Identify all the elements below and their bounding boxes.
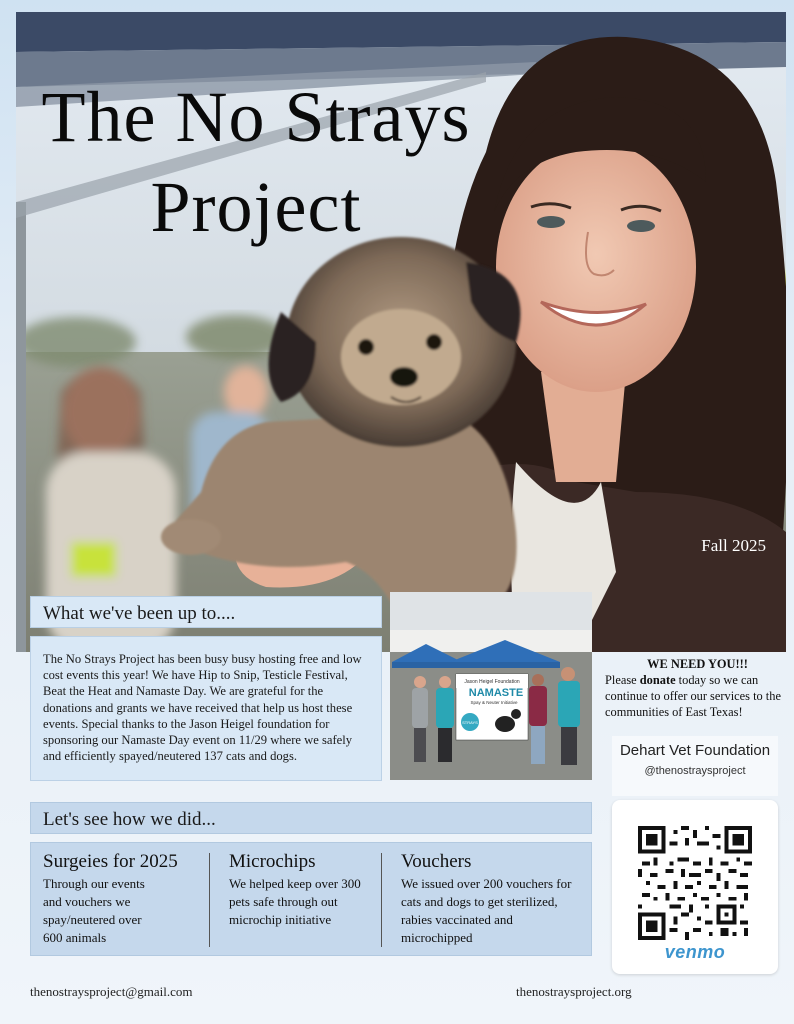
- stat-line: We helped keep over 300: [229, 876, 361, 891]
- stat-line: rabies vaccinated and: [401, 912, 513, 927]
- update-section-heading: What we've been up to....: [30, 596, 382, 628]
- venmo-handle: @thenostraysproject: [644, 765, 746, 777]
- donate-emphasis: donate: [639, 673, 676, 687]
- stat-title: Surgeies for 2025: [43, 851, 178, 872]
- banner-big-text: NAMASTE: [468, 687, 524, 699]
- stat-line: We issued over 200 vouchers for: [401, 876, 572, 891]
- footer-email[interactable]: thenostraysproject@gmail.com: [30, 984, 193, 999]
- appeal-text-post: today so we can continue to offer our services to the communities of East Texas!: [605, 673, 781, 719]
- event-photo: [390, 592, 592, 780]
- stat-line: pets safe through out: [229, 894, 338, 909]
- stat-vouchers: [401, 851, 591, 947]
- banner-logo-text: STRAYS: [462, 720, 478, 725]
- stat-line: microchip initiative: [229, 912, 332, 927]
- update-body-text: The No Strays Project has been busy busy hosting free and low cost events this year! We have Hip to Snip, Testicle Festival, Beat the Heat and Namaste Day. We are grateful for the donations and grants we have received that help us host these events. Special thanks to the Jason Heigel foundation for sponsoring our Namaste Day event on 11/29 where we safely and efficiently spayed/neutered 137 cats and dogs.: [30, 636, 382, 781]
- footer-website[interactable]: thenostraysproject.org: [516, 984, 632, 999]
- newsletter-title: [16, 72, 496, 252]
- venmo-account-info: [612, 736, 778, 796]
- banner-small-text: Jason Heigel Foundation: [464, 679, 520, 685]
- venmo-account-name: Dehart Vet Foundation: [619, 742, 771, 759]
- stat-line: cats and dogs to get sterilized,: [401, 894, 558, 909]
- results-panel: [30, 842, 592, 956]
- stat-description: [401, 875, 591, 947]
- stat-description: [229, 875, 379, 929]
- venmo-logo: venmo: [664, 942, 726, 962]
- venmo-qr-card[interactable]: [612, 800, 778, 974]
- stat-title: Vouchers: [401, 851, 472, 872]
- appeal-text-pre: Please: [605, 673, 640, 687]
- stat-divider: [209, 853, 210, 947]
- stat-line: and vouchers we: [43, 894, 131, 909]
- qr-code[interactable]: [638, 826, 752, 940]
- banner-sub-text: Spay & Neuter Initiative: [470, 700, 518, 705]
- hero-photo: [16, 12, 786, 652]
- stat-microchips: [229, 851, 379, 929]
- appeal-heading: WE NEED YOU!!!: [647, 657, 748, 671]
- stat-line: spay/neutered over: [43, 912, 142, 927]
- stat-line: Through our events: [43, 876, 145, 891]
- title-line-2: Project: [150, 167, 362, 247]
- stat-line: microchipped: [401, 930, 473, 945]
- donation-appeal: [605, 656, 790, 720]
- stat-title: Microchips: [229, 851, 316, 872]
- title-line-1: The No Strays: [41, 77, 471, 157]
- stat-divider: [381, 853, 382, 947]
- stat-description: [43, 875, 213, 947]
- event-photo-illustration: [390, 592, 592, 780]
- season-label: Fall 2025: [701, 536, 766, 555]
- stat-surgeries: [43, 851, 213, 947]
- results-section-heading: Let's see how we did...: [30, 802, 592, 834]
- stat-line: 600 animals: [43, 930, 107, 945]
